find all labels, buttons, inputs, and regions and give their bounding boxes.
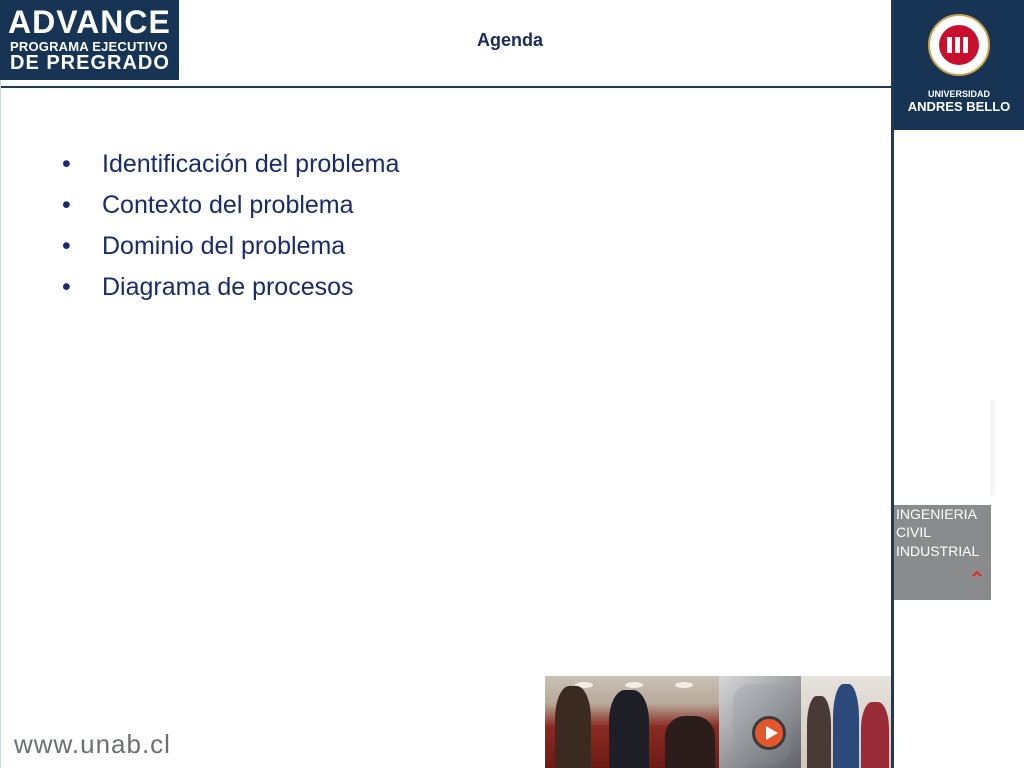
brand-program: DE PREGRADO [10, 52, 170, 74]
person-figure [665, 716, 715, 768]
program-line-1: INGENIERIA [896, 506, 977, 522]
person-figure [609, 690, 649, 768]
person-figure [861, 702, 889, 768]
brand-name: ADVANCE [8, 4, 171, 40]
agenda-item-text: Dominio del problema [102, 232, 346, 260]
ceiling-light [625, 682, 643, 688]
slide-title: Agenda [476, 30, 543, 50]
sidebar-shadow [990, 400, 996, 495]
agenda-item-text: Contexto del problema [102, 191, 354, 219]
program-line-3: INDUSTRIAL [896, 543, 980, 559]
seal-emblem [939, 25, 979, 65]
media-device [733, 684, 791, 764]
bullet: • [62, 232, 71, 260]
university-logo [894, 0, 1024, 130]
program-line-2: CIVIL [896, 524, 932, 540]
person-figure [555, 686, 591, 768]
left-border [0, 80, 1, 768]
classroom-photo [545, 676, 719, 768]
university-seal-icon [928, 14, 990, 76]
brand-subtitle: PROGRAMA EJECUTIVO [10, 39, 168, 54]
person-figure [833, 684, 859, 768]
ceiling-light [675, 682, 693, 688]
advance-logo [0, 0, 179, 80]
footer-url: www.unab.cl [14, 729, 171, 759]
bullet: • [62, 191, 71, 219]
bullet: • [62, 273, 71, 301]
university-name: ANDRES BELLO [907, 99, 1011, 114]
device-photo [719, 676, 801, 768]
university-label: UNIVERSIDAD [927, 89, 990, 99]
students-photo [801, 676, 891, 768]
agenda-item-text: Identificación del problema [102, 150, 400, 178]
bullet: • [62, 150, 71, 178]
play-icon [752, 716, 786, 750]
person-figure [807, 696, 831, 768]
program-badge [894, 505, 991, 600]
header-divider [0, 86, 893, 88]
agenda-item-text: Diagrama de procesos [102, 273, 354, 301]
double-chevron-up-icon: ⌃ [968, 569, 986, 591]
photo-strip [545, 676, 891, 768]
